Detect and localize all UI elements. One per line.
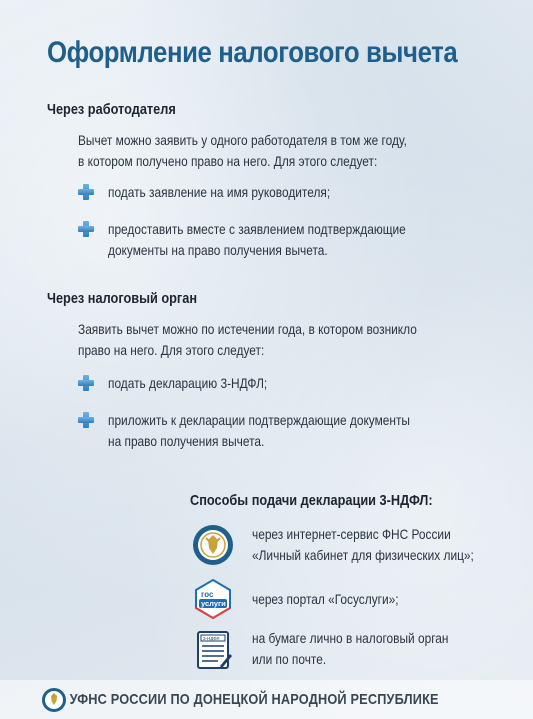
list-item-text: предоставить вместе с заявлением подтверждающие	[108, 221, 406, 237]
employer-heading: Через работодателя	[47, 101, 176, 118]
list-item	[78, 219, 458, 261]
method-item-gosuslugi	[192, 578, 424, 620]
method-item-online	[192, 524, 513, 566]
plus-icon	[78, 221, 94, 237]
fns-emblem-icon	[41, 687, 67, 713]
plus-icon	[78, 375, 94, 391]
tax-office-intro-line: право на него. Для этого следует:	[78, 342, 265, 358]
paper-form-icon	[192, 628, 234, 670]
list-item	[78, 373, 295, 394]
paper-form-label: 3-НДФЛ	[203, 636, 220, 641]
tax-office-heading: Через налоговый орган	[47, 290, 198, 307]
gosuslugi-logo-icon	[192, 578, 234, 620]
list-item-text: подать заявление на имя руководителя;	[108, 184, 331, 200]
footer	[0, 680, 533, 719]
footer-text: УФНС РОССИИ ПО ДОНЕЦКОЙ НАРОДНОЙ РЕСПУБЛИКЕ	[69, 691, 440, 708]
page-title: Оформление налогового вычета	[47, 36, 458, 69]
list-item-text: приложить к декларации подтверждающие документы	[108, 412, 410, 428]
methods-heading: Способы подачи декларации 3-НДФЛ:	[190, 492, 433, 509]
fns-emblem-icon	[192, 524, 234, 566]
method-text: через портал «Госуслуги»;	[252, 590, 399, 607]
tax-office-intro-line: Заявить вычет можно по истечении года, в котором возникло	[78, 321, 417, 337]
tax-office-intro	[78, 319, 417, 361]
list-item	[78, 410, 463, 452]
employer-intro-line: в котором получено право на него. Для этого следует:	[78, 153, 378, 169]
employer-intro-line: Вычет можно заявить у одного работодателя в том же году,	[78, 132, 407, 148]
employer-intro	[78, 130, 407, 172]
list-item-text: подать декларацию 3-НДФЛ;	[108, 375, 268, 391]
list-item-text: документы на право получения вычета.	[108, 242, 328, 258]
method-item-paper	[192, 628, 483, 670]
method-text: или по почте.	[252, 651, 327, 667]
plus-icon	[78, 184, 94, 200]
method-text: через интернет-сервис ФНС России	[252, 526, 451, 542]
plus-icon	[78, 412, 94, 428]
list-item	[78, 182, 369, 203]
method-text: «Личный кабинет для физических лиц»;	[252, 547, 474, 563]
gosuslugi-logo-word: гос	[201, 590, 214, 599]
list-item-text: на право получения вычета.	[108, 433, 265, 449]
method-text: на бумаге лично в налоговый орган	[252, 630, 449, 646]
gosuslugi-logo-word: услуги	[201, 599, 226, 608]
